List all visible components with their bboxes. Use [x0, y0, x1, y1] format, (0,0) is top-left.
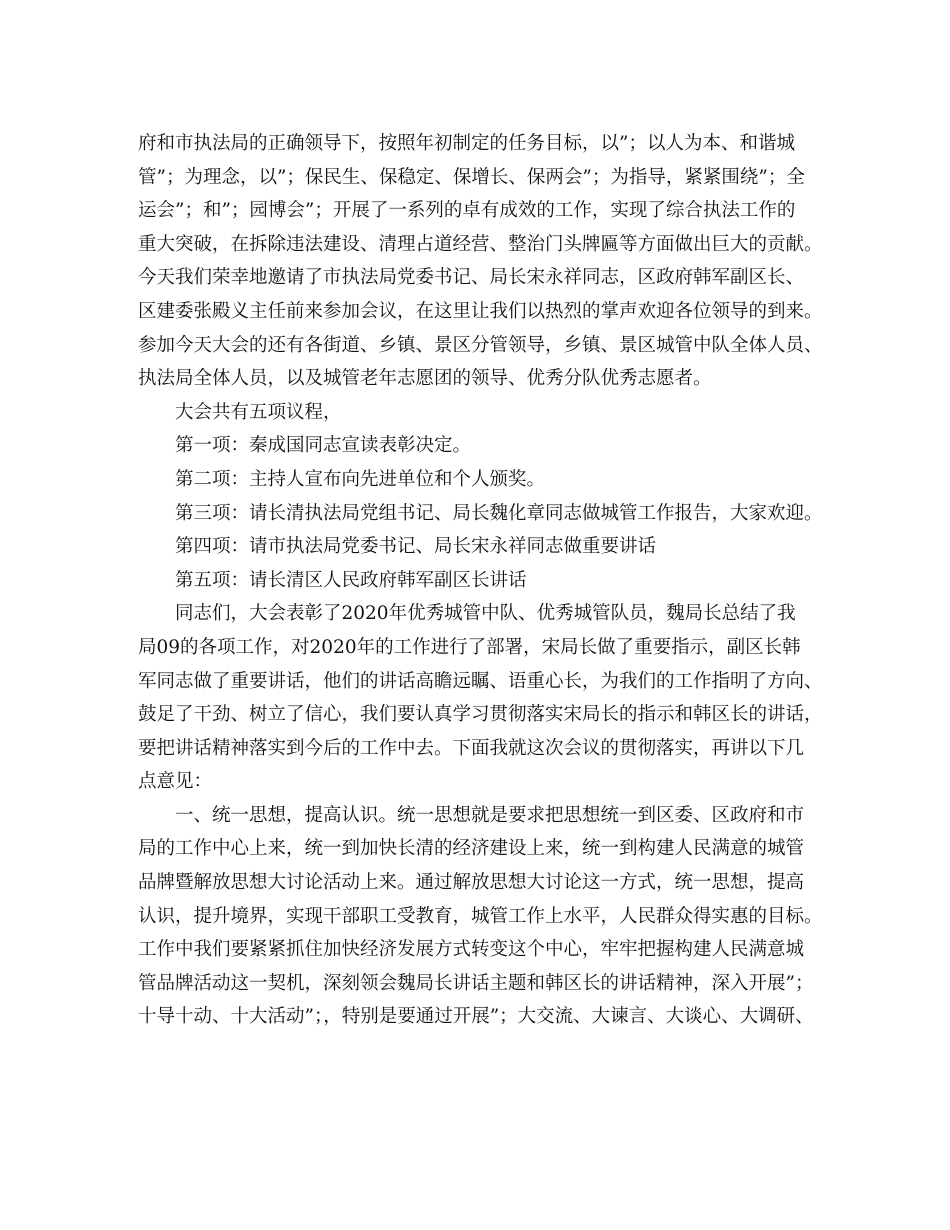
text-line: 管”；为理念，以”；保民生、保稳定、保增长、保两会”；为指导，紧紧围绕”；全	[138, 166, 805, 188]
text-line: 运会”；和”；园博会”；开展了一系列的卓有成效的工作，实现了综合执法工作的	[138, 200, 796, 222]
text-line: 第三项：请长清执法局党组书记、局长魏化章同志做城管工作报告，大家欢迎。	[175, 502, 823, 524]
text-line: 今天我们荣幸地邀请了市执法局党委书记、局长宋永祥同志，区政府韩军副区长、	[138, 267, 805, 289]
text-line: 第四项：请市执法局党委书记、局长宋永祥同志做重要讲话	[175, 536, 657, 558]
text-line: 品牌暨解放思想大讨论活动上来。通过解放思想大讨论这一方式，统一思想，提高	[138, 872, 805, 894]
text-line: 点意见：	[138, 771, 213, 793]
text-line: 要把讲话精神落实到今后的工作中去。下面我就这次会议的贯彻落实，再讲以下几	[138, 737, 805, 759]
text-line: 第二项：主持人宣布向先进单位和个人颁奖。	[175, 468, 546, 490]
text-line: 管品牌活动这一契机，深刻领会魏局长讲话主题和韩区长的讲话精神，深入开展”；	[138, 972, 814, 994]
text-line: 参加今天大会的还有各街道、乡镇、景区分管领导，乡镇、景区城管中队全体人员、	[138, 334, 823, 356]
text-line: 军同志做了重要讲话，他们的讲话高瞻远瞩、语重心长，为我们的工作指明了方向、	[138, 670, 823, 692]
text-line: 府和市执法局的正确领导下，按照年初制定的任务目标，以”；以人为本、和谐城	[138, 133, 795, 154]
text-line: 执法局全体人员，以及城管老年志愿团的领导、优秀分队优秀志愿者。	[138, 368, 712, 390]
text-line: 工作中我们要紧紧抓住加快经济发展方式转变这个中心，牢牢把握构建人民满意城	[138, 939, 805, 961]
document-body	[138, 127, 824, 1034]
text-line: 局的工作中心上来，统一到加快长清的经济建设上来，统一到构建人民满意的城管	[138, 838, 805, 860]
text-line: 区建委张殿义主任前来参加会议，在这里让我们以热烈的掌声欢迎各位领导的到来。	[138, 300, 823, 322]
text-line: 重大突破，在拆除违法建设、清理占道经营、整治门头牌匾等方面做出巨大的贡献。	[138, 233, 823, 255]
text-line: 第五项：请长清区人民政府韩军副区长讲话	[175, 569, 527, 591]
text-line: 第一项：秦成国同志宣读表彰决定。	[175, 435, 472, 457]
text-line: 局09的各项工作，对2020年的工作进行了部署，宋局长做了重要指示，副区长韩	[138, 636, 801, 658]
text-line: 认识，提升境界，实现干部职工受教育，城管工作上水平，人民群众得实惠的目标。	[138, 905, 823, 927]
text-line: 一、统一思想，提高认识。统一思想就是要求把思想统一到区委、区政府和市	[175, 804, 805, 826]
text-line: 大会共有五项议程，	[175, 401, 342, 423]
text-line: 鼓足了干劲、树立了信心，我们要认真学习贯彻落实宋局长的指示和韩区长的讲话，	[138, 704, 823, 726]
text-line: 十导十动、十大活动”；，特别是要通过开展”；大交流、大谏言、大谈心、大调研、	[138, 1006, 814, 1028]
text-line: 同志们，大会表彰了2020年优秀城管中队、优秀城管队员，魏局长总结了我	[175, 603, 796, 625]
